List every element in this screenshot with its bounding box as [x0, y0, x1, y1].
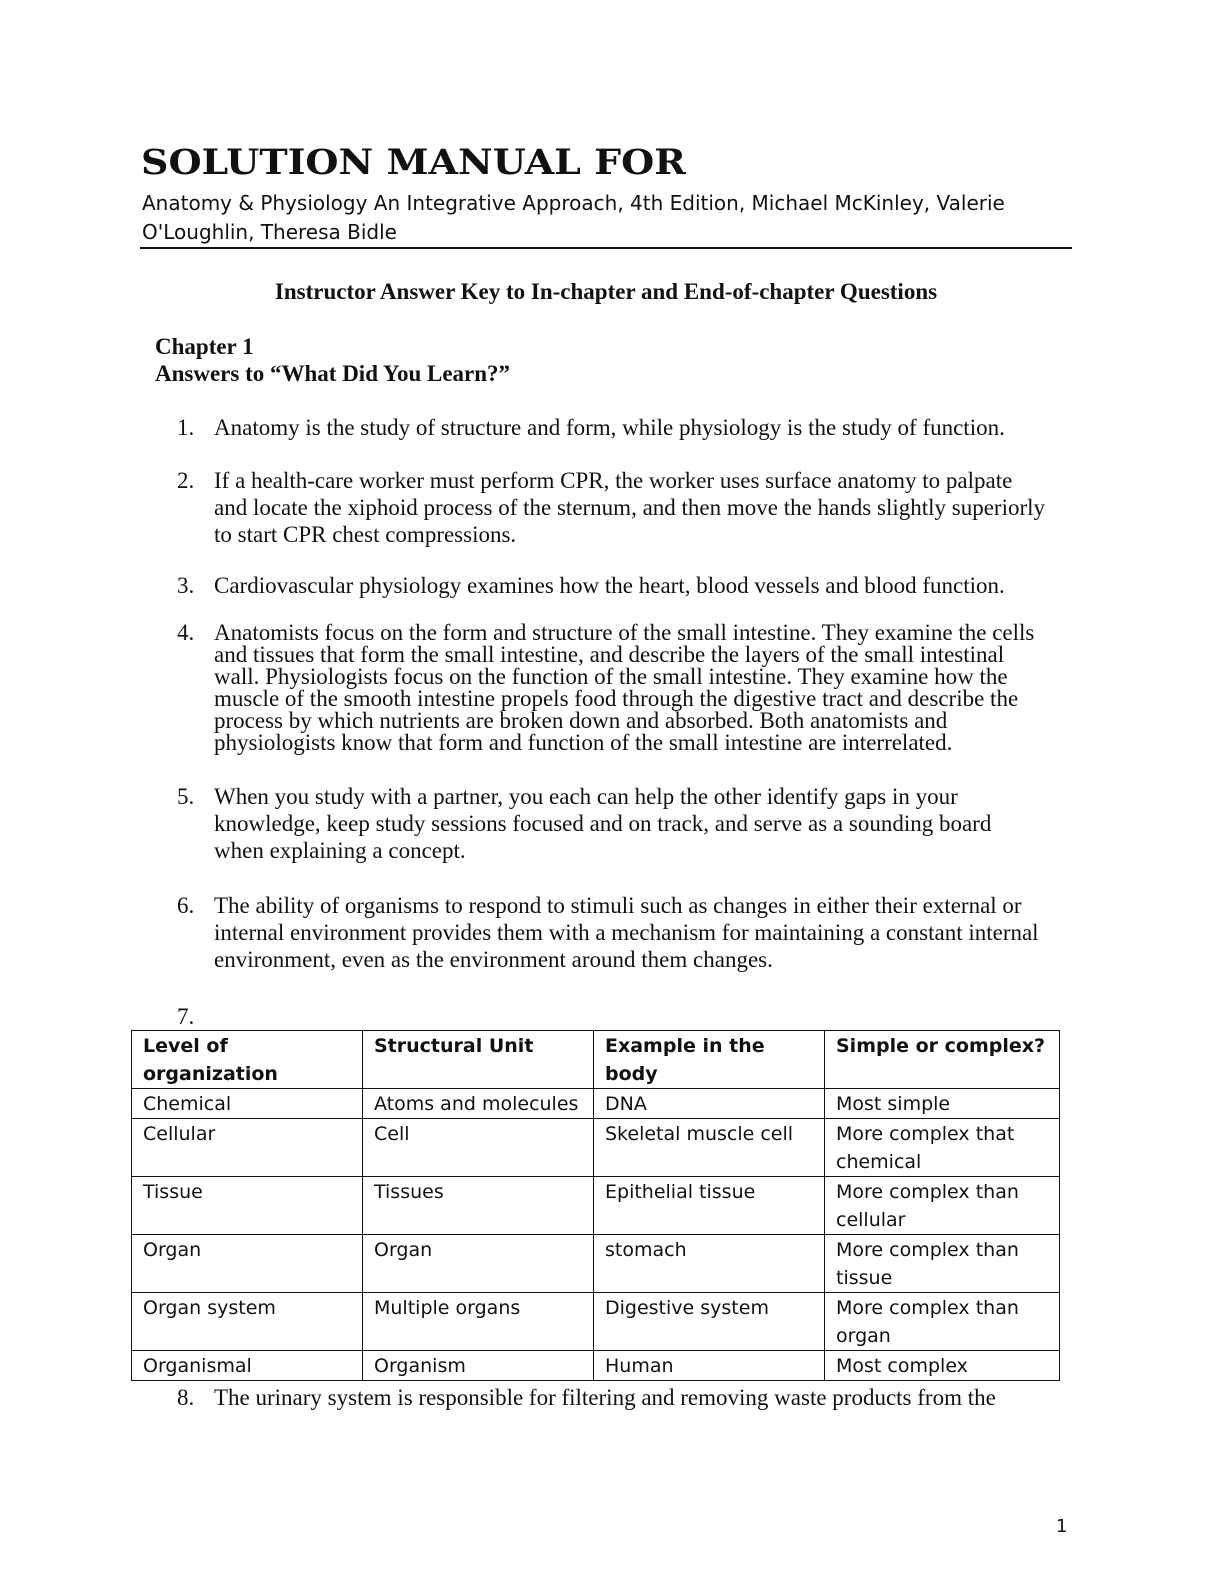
table-cell: Organismal: [132, 1351, 363, 1381]
table-cell: Tissues: [363, 1177, 594, 1235]
answer-line: If a health-care worker must perform CPR, the worker uses surface anatomy to palpate: [214, 468, 1013, 493]
table-cell: Chemical: [132, 1089, 363, 1119]
table-cell: Skeletal muscle cell: [594, 1119, 825, 1177]
table-cell: Organ: [132, 1235, 363, 1293]
answer-number: 3.: [177, 573, 195, 598]
table-cell: Human: [594, 1351, 825, 1381]
table-row: [132, 1351, 1060, 1381]
answer-line: when explaining a concept.: [214, 838, 466, 863]
answer-line: process by which nutrients are broken down and absorbed. Both anatomists and: [214, 708, 948, 733]
answer-line: Anatomy is the study of structure and form, while physiology is the study of function.: [214, 415, 1005, 440]
answer-number: 4.: [177, 620, 195, 645]
answer-line: wall. Physiologists focus on the function of the small intestine. They examine how the: [214, 664, 1008, 689]
answer-line: physiologists know that form and function of the small intestine are interrelated.: [214, 730, 953, 755]
levels-of-organization-table: [131, 1030, 1060, 1381]
column-header: Simple or complex?: [825, 1031, 1060, 1089]
table-cell: Most complex: [825, 1351, 1060, 1381]
answer-line: muscle of the smooth intestine propels food through the digestive tract and describe the: [214, 686, 1019, 711]
solution-manual-title: SOLUTION MANUAL FOR: [141, 141, 686, 183]
header-rule: [140, 247, 1072, 249]
chapter-subheading: Answers to “What Did You Learn?”: [155, 361, 511, 386]
column-header: Structural Unit: [363, 1031, 594, 1089]
table-cell: More complex than organ: [825, 1293, 1060, 1351]
table-row: [132, 1293, 1060, 1351]
table-cell: Cell: [363, 1119, 594, 1177]
book-info: [142, 189, 1042, 247]
book-info-line: O'Loughlin, Theresa Bidle: [142, 220, 397, 244]
table-header-row: [132, 1031, 1060, 1089]
table-row: [132, 1235, 1060, 1293]
answer-text: [214, 892, 1064, 973]
answer-text: [214, 572, 1005, 600]
table-cell: Most simple: [825, 1089, 1060, 1119]
table-cell: Atoms and molecules: [363, 1089, 594, 1119]
answer-key-title: Instructor Answer Key to In-chapter and End-of-chapter Questions: [274, 279, 938, 304]
book-info-line: Anatomy & Physiology An Integrative Approach, 4th Edition, Michael McKinley, Valerie: [142, 191, 1005, 215]
answer-text: [214, 1384, 996, 1412]
answer-text: [214, 414, 1005, 442]
answer-text: [214, 783, 1034, 864]
table-row: [132, 1089, 1060, 1119]
table-row: [132, 1119, 1060, 1177]
answer-line: Cardiovascular physiology examines how the heart, blood vessels and blood function.: [214, 573, 1005, 598]
answer-line: The ability of organisms to respond to stimuli such as changes in either their external or: [214, 893, 1022, 918]
table-cell: stomach: [594, 1235, 825, 1293]
table-cell: Tissue: [132, 1177, 363, 1235]
answer-number: 6.: [177, 893, 195, 918]
table-cell: Cellular: [132, 1119, 363, 1177]
table-row: [132, 1177, 1060, 1235]
answer-number: 5.: [177, 784, 195, 809]
answer-number: 1.: [177, 415, 195, 440]
table-cell: More complex than cellular: [825, 1177, 1060, 1235]
answer-line: internal environment provides them with a mechanism for maintaining a constant internal: [214, 920, 1039, 945]
answer-line: knowledge, keep study sessions focused and on track, and serve as a sounding board: [214, 811, 992, 836]
table-cell: Epithelial tissue: [594, 1177, 825, 1235]
answer-line: and tissues that form the small intestine, and describe the layers of the small intestinal: [214, 642, 1005, 667]
table-cell: More complex that chemical: [825, 1119, 1060, 1177]
chapter-heading: [155, 333, 510, 387]
page-number: 1: [1056, 1516, 1068, 1537]
table-cell: Organ: [363, 1235, 594, 1293]
answer-text: [214, 622, 1064, 754]
answer-text: [214, 467, 1074, 548]
answer-number: 7.: [177, 1004, 195, 1029]
answer-number: 2.: [177, 468, 195, 493]
column-header: Example in the body: [594, 1031, 825, 1089]
table-cell: Digestive system: [594, 1293, 825, 1351]
answer-number: 8.: [177, 1385, 195, 1410]
chapter-label: Chapter 1: [155, 334, 254, 359]
answer-line: Anatomists focus on the form and structure of the small intestine. They examine the cells: [214, 620, 1035, 645]
answer-line: and locate the xiphoid process of the sternum, and then move the hands slightly superiorly: [214, 495, 1046, 520]
answer-line: environment, even as the environment around them changes.: [214, 947, 773, 972]
table-cell: Organ system: [132, 1293, 363, 1351]
table-cell: Multiple organs: [363, 1293, 594, 1351]
table-cell: Organism: [363, 1351, 594, 1381]
table-cell: DNA: [594, 1089, 825, 1119]
answer-line: to start CPR chest compressions.: [214, 522, 517, 547]
table-cell: More complex than tissue: [825, 1235, 1060, 1293]
answer-line: When you study with a partner, you each can help the other identify gaps in your: [214, 784, 958, 809]
column-header: Level of organization: [132, 1031, 363, 1089]
answer-line: The urinary system is responsible for filtering and removing waste products from the: [214, 1385, 996, 1410]
